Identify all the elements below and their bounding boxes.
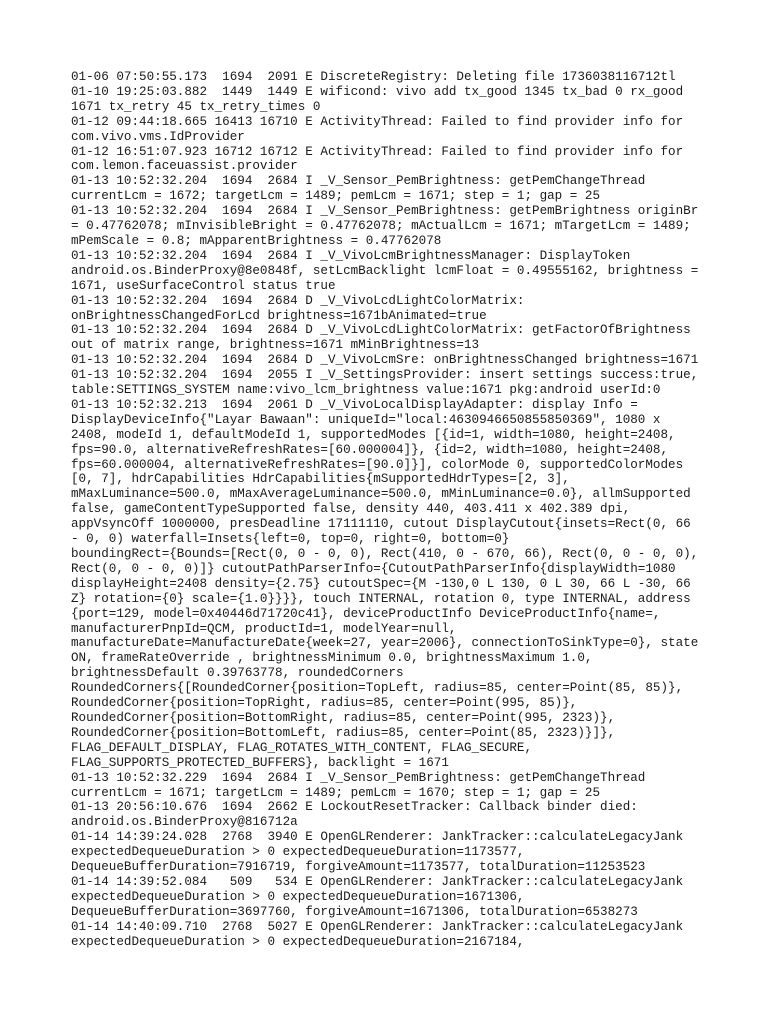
log-line: 01-13 10:52:32.204 1694 2684 D _V_VivoLcdLightColorMatrix: [71, 293, 525, 308]
log-line: manufactureDate=ManufactureDate{week=27, year=2006}, connectionToSinkType=0}, state [71, 636, 699, 651]
log-line: brightnessDefault 0.39763778, roundedCorners [71, 666, 404, 681]
log-line: Z} rotation={0} scale={1.0}}}}, touch INTERNAL, rotation 0, type INTERNAL, address [71, 591, 691, 606]
log-line: 01-14 14:39:52.084 509 534 E OpenGLRenderer: JankTracker::calculateLegacyJank [71, 874, 684, 889]
log-line: 1671, useSurfaceControl status true [71, 278, 336, 293]
log-line: android.os.BinderProxy@816712a [71, 815, 298, 830]
log-line: 01-12 16:51:07.923 16712 16712 E ActivityThread: Failed to find provider info for [71, 144, 684, 159]
log-line: 1671 tx_retry 45 tx_retry_times 0 [71, 99, 321, 114]
log-line: expectedDequeueDuration > 0 expectedDequeueDuration=1173577, [71, 845, 525, 860]
log-line: = 0.47762078; mInvisibleBright = 0.47762078; mActualLcm = 1671; mTargetLcm = 1489; [71, 219, 691, 234]
log-line: table:SETTINGS_SYSTEM name:vivo_lcm_brightness value:1671 pkg:android userId:0 [71, 383, 661, 398]
log-line: [0, 7], hdrCapabilities HdrCapabilities{mSupportedHdrTypes=[2, 3], [71, 472, 570, 487]
log-line: 01-14 14:40:09.710 2768 5027 E OpenGLRenderer: JankTracker::calculateLegacyJank [71, 919, 684, 934]
log-line: fps=60.000004, alternativeRefreshRates=[90.0]}], colorMode 0, supportedColorModes [71, 457, 684, 472]
log-line: 01-13 10:52:32.204 1694 2055 I _V_SettingsProvider: insert settings success:true, [71, 368, 699, 383]
log-line: 01-10 19:25:03.882 1449 1449 E wificond: vivo add tx_good 1345 tx_bad 0 rx_good [71, 84, 684, 99]
log-viewer [71, 70, 761, 949]
log-line: 01-13 20:56:10.676 1694 2662 E LockoutResetTracker: Callback binder died: [71, 800, 638, 815]
log-line: DisplayDeviceInfo{"Layar Bawaan": uniqueId="local:4630946650855850369", 1080 x [71, 412, 661, 427]
log-line: 01-13 10:52:32.204 1694 2684 D _V_VivoLcdLightColorMatrix: getFactorOfBrightness [71, 323, 691, 338]
log-line: - 0, 0) waterfall=Insets{left=0, top=0, right=0, bottom=0} [71, 532, 510, 547]
log-line: out of matrix range, brightness=1671 mMinBrightness=13 [71, 338, 480, 353]
log-line: mMaxLuminance=500.0, mMaxAverageLuminance=500.0, mMinLuminance=0.0}, allmSupported [71, 487, 691, 502]
log-line: 01-13 10:52:32.229 1694 2684 I _V_Sensor_PemBrightness: getPemChangeThread [71, 770, 646, 785]
log-line: 01-13 10:52:32.204 1694 2684 D _V_VivoLcmSre: onBrightnessChanged brightness=1671 [71, 353, 699, 368]
log-line: 01-13 10:52:32.204 1694 2684 I _V_VivoLcmBrightnessManager: DisplayToken [71, 248, 631, 263]
log-line: 01-12 09:44:18.665 16413 16710 E ActivityThread: Failed to find provider info for [71, 114, 684, 129]
log-line: RoundedCorner{position=BottomRight, radius=85, center=Point(995, 2323)}, [71, 710, 616, 725]
log-line: displayHeight=2408 density={2.75} cutoutSpec={M -130,0 L 130, 0 L 30, 66 L -30, 66 [71, 576, 691, 591]
log-line: RoundedCorners{[RoundedCorner{position=TopLeft, radius=85, center=Point(85, 85)}, [71, 681, 684, 696]
log-line: 01-13 10:52:32.204 1694 2684 I _V_Sensor_PemBrightness: getPemChangeThread [71, 174, 646, 189]
log-line: FLAG_SUPPORTS_PROTECTED_BUFFERS}, backlight = 1671 [71, 755, 449, 770]
log-line: 2408, modeId 1, defaultModeId 1, supportedModes [{id=1, width=1080, height=2408, [71, 427, 676, 442]
log-line: com.lemon.faceuassist.provider [71, 159, 298, 174]
log-line: currentLcm = 1671; targetLcm = 1489; pemLcm = 1670; step = 1; gap = 25 [71, 785, 601, 800]
log-line: 01-13 10:52:32.213 1694 2061 D _V_VivoLocalDisplayAdapter: display Info = [71, 397, 638, 412]
log-line: 01-14 14:39:24.028 2768 3940 E OpenGLRenderer: JankTracker::calculateLegacyJank [71, 830, 684, 845]
log-line: RoundedCorner{position=BottomLeft, radius=85, center=Point(85, 2323)}]}, [71, 725, 616, 740]
log-line: FLAG_DEFAULT_DISPLAY, FLAG_ROTATES_WITH_CONTENT, FLAG_SECURE, [71, 740, 533, 755]
log-line: DequeueBufferDuration=7916719, forgiveAmount=1173577, totalDuration=11253523 [71, 860, 646, 875]
log-line: DequeueBufferDuration=3697760, forgiveAmount=1671306, totalDuration=6538273 [71, 904, 638, 919]
log-line: fps=90.0, alternativeRefreshRates=[60.000004]}, {id=2, width=1080, height=2408, [71, 442, 669, 457]
log-line: Rect(0, 0 - 0, 0)]} cutoutPathParserInfo={CutoutPathParserInfo{displayWidth=1080 [71, 561, 676, 576]
log-line: mPemScale = 0.8; mApparentBrightness = 0.47762078 [71, 233, 442, 248]
log-line: {port=129, model=0x40446d71720c41}, deviceProductInfo DeviceProductInfo{name=, [71, 606, 661, 621]
log-line: expectedDequeueDuration > 0 expectedDequeueDuration=1671306, [71, 889, 525, 904]
log-line: expectedDequeueDuration > 0 expectedDequeueDuration=2167184, [71, 934, 525, 949]
log-line: android.os.BinderProxy@8e0848f, setLcmBacklight lcmFloat = 0.49555162, brightness = [71, 263, 699, 278]
log-line: currentLcm = 1672; targetLcm = 1489; pemLcm = 1671; step = 1; gap = 25 [71, 189, 601, 204]
log-line: 01-06 07:50:55.173 1694 2091 E DiscreteRegistry: Deleting file 1736038116712tl [71, 70, 676, 84]
log-line: appVsyncOff 1000000, presDeadline 17111110, cutout DisplayCutout{insets=Rect(0, 66 [71, 517, 691, 532]
log-line: onBrightnessChangedForLcd brightness=1671bAnimated=true [71, 308, 487, 323]
log-line: RoundedCorner{position=TopRight, radius=85, center=Point(995, 85)}, [71, 696, 578, 711]
log-line: com.vivo.vms.IdProvider [71, 129, 245, 144]
log-line: false, gameContentTypeSupported false, density 440, 403.411 x 402.389 dpi, [71, 502, 631, 517]
log-line: ON, frameRateOverride , brightnessMinimum 0.0, brightnessMaximum 1.0, [71, 651, 593, 666]
log-line: 01-13 10:52:32.204 1694 2684 I _V_Sensor_PemBrightness: getPemBrightness originBr [71, 204, 699, 219]
log-line: manufacturerPnpId=QCM, productId=1, modelYear=null, [71, 621, 457, 636]
log-line: boundingRect={Bounds=[Rect(0, 0 - 0, 0), Rect(410, 0 - 670, 66), Rect(0, 0 - 0, 0), [71, 547, 699, 561]
